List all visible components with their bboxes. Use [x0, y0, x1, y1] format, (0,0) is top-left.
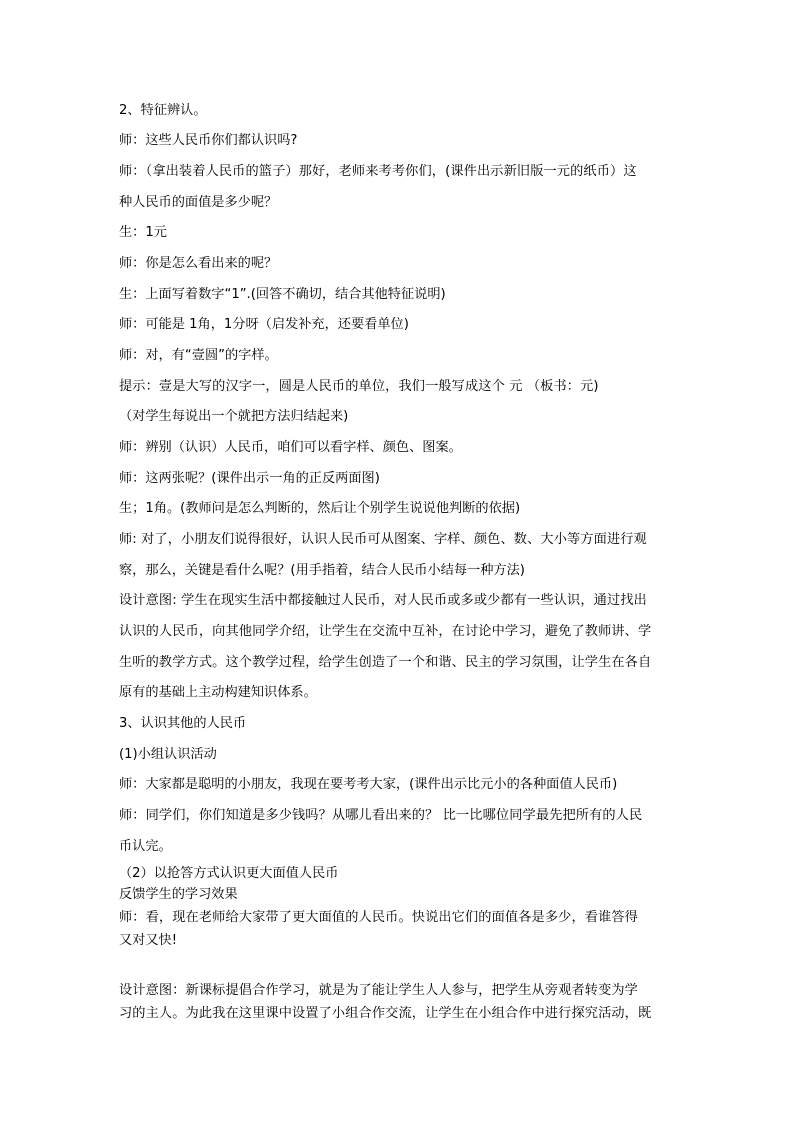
paragraph-line: 生；1角。(教师问是怎么判断的，然后让个别学生说说他判断的依据): [119, 501, 521, 516]
paragraph-line: 生：1元: [119, 225, 167, 240]
paragraph-line: 师：大家都是聪明的小朋友，我现在要考考大家，(课件出示比元小的各种面值人民币): [119, 777, 618, 792]
design-intent-line: 认识的人民币，向其他同学介绍，让学生在交流中互补，在讨论中学习，避免了教师讲、学: [119, 624, 652, 639]
paragraph-line: 师：可能是 1角，1分呀（启发补充，还要看单位): [119, 317, 409, 332]
design-intent-line: 生听的教学方式。这个教学过程，给学生创造了一个和谐、民主的学习氛围，让学生在各自: [119, 655, 652, 670]
paragraph-line: 察，那么，关键是看什么呢？(用手指着，结合人民币小结每一种方法): [119, 563, 525, 578]
design-intent-line: 设计意图: 学生在现实生活中都接触过人民币，对人民币或多或少都有一些认识，通过找出: [119, 593, 647, 608]
paragraph-line: 师：对，有“壹圆”的字样。: [119, 348, 278, 363]
paragraph-line: 师：同学们，你们知道是多少钱吗？从哪儿看出来的？ 比一比哪位同学最先把所有的人民: [119, 808, 643, 823]
paragraph-line: 生：上面写着数字“1”.(回答不确切，结合其他特征说明): [119, 287, 446, 302]
paragraph-line: 师：（拿出装着人民币的篮子）那好，老师来考考你们，(课件出示新旧版一元的纸币）这: [119, 164, 637, 179]
paragraph-line: 币认完。: [119, 839, 172, 854]
paragraph-line: 提示：壹是大写的汉字一，圆是人民币的单位，我们一般写成这个 元 （板书：元): [119, 379, 599, 394]
paragraph-line: 种人民币的面值是多少呢？: [119, 195, 278, 210]
design-intent-line: 原有的基础上主动构建知识体系。: [119, 685, 317, 700]
design-intent-line: 习的主人。为此我在这里课中设置了小组合作交流，让学生在小组合作中进行探究活动，既: [119, 1006, 652, 1021]
design-intent-line: 设计意图：新课标提倡合作学习，就是为了能让学生人人参与，把学生从旁观者转变为学: [119, 983, 638, 998]
paragraph-line: （对学生每说出一个就把方法归结起来): [119, 409, 349, 424]
paragraph-line: 反馈学生的学习效果: [119, 887, 238, 902]
subsection-heading: （2）以抢答方式认识更大面值人民币: [119, 866, 339, 881]
paragraph-line: 师：这些人民币你们都认识吗?: [119, 133, 298, 148]
paragraph-line: 师：辨别（认识）人民币，咱们可以看字样、颜色、图案。: [119, 440, 462, 455]
subsection-heading: (1)小组认识活动: [119, 747, 217, 762]
paragraph-line: 师：这两张呢？(课件出示一角的正反两面图): [119, 471, 380, 486]
paragraph-line: 师: 对了，小朋友们说得很好，认识人民币可从图案、字样、颜色、数、大小等方面进行观: [119, 532, 647, 547]
section-heading-feature-recognition: 2、特征辨认。: [119, 103, 207, 118]
section-heading-other-rmb: 3、认识其他的人民币: [119, 716, 247, 731]
paragraph-line: 师：看，现在老师给大家带了更大面值的人民币。快说出它们的面值各是多少，看谁答得: [119, 910, 638, 925]
paragraph-line: 又对又快!: [119, 933, 178, 948]
paragraph-line: 师：你是怎么看出来的呢？: [119, 256, 278, 271]
